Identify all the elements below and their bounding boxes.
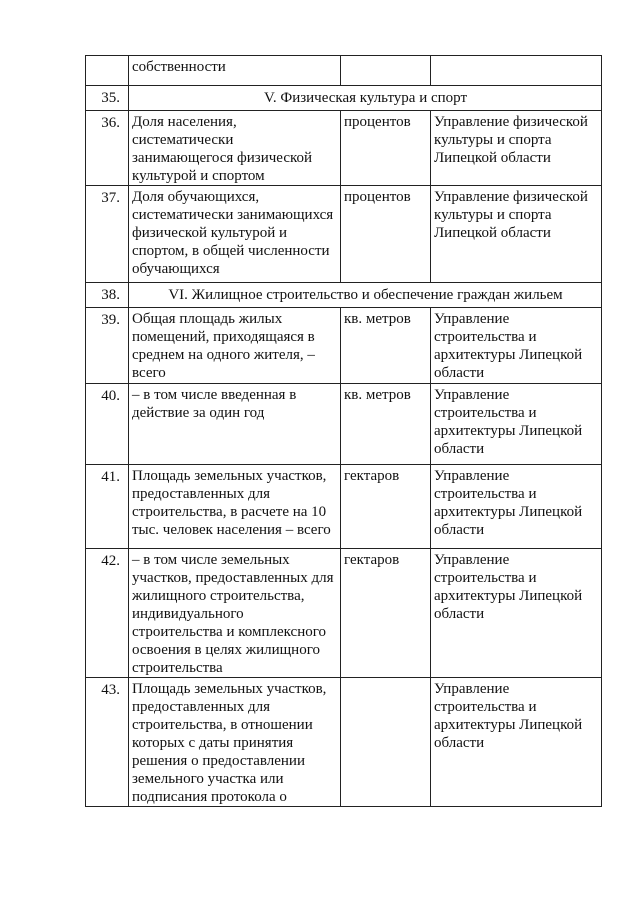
row-number: 35. xyxy=(101,90,120,106)
unit-text: кв. метров xyxy=(344,311,411,327)
indicator-name: – в том числе введенная в действие за один год xyxy=(132,387,297,421)
row-number: 40. xyxy=(101,388,120,404)
indicator-name: Доля обучающихся, систематически занимающихся физической культурой и спортом, в общей численности обучающихся xyxy=(132,189,334,277)
table-row xyxy=(86,56,602,86)
section-title: V. Физическая культура и спорт xyxy=(263,90,468,106)
section-title-cell xyxy=(129,283,602,308)
unit-cell xyxy=(341,678,431,807)
row-number-cell xyxy=(86,465,129,549)
section-header-row xyxy=(86,283,602,308)
department-cell xyxy=(431,56,602,86)
row-number-cell xyxy=(86,111,129,186)
table-row xyxy=(86,384,602,465)
department-cell xyxy=(431,186,602,283)
unit-cell xyxy=(341,111,431,186)
row-number-cell xyxy=(86,283,129,308)
section-title: VI. Жилищное строительство и обеспечение граждан жильем xyxy=(168,287,563,303)
indicator-name-cell xyxy=(129,549,341,678)
unit-cell xyxy=(341,465,431,549)
department-cell xyxy=(431,549,602,678)
indicators-table xyxy=(85,55,602,807)
department-cell xyxy=(431,308,602,384)
department-text: Управление строительства и архитектуры Липецкой области xyxy=(434,387,583,457)
indicator-name: – в том числе земельных участков, предоставленных для жилищного строительства, индивидуального строительства и комплексного освоения в целях жилищного строительства xyxy=(132,552,334,676)
row-number: 36. xyxy=(101,115,120,131)
indicator-name-cell xyxy=(129,678,341,807)
indicator-name-cell xyxy=(129,384,341,465)
indicator-name-cell xyxy=(129,465,341,549)
section-title-cell xyxy=(129,86,602,111)
table-row xyxy=(86,549,602,678)
row-number-cell xyxy=(86,678,129,807)
indicator-name-cell xyxy=(129,186,341,283)
unit-text: процентов xyxy=(344,114,411,130)
unit-text: гектаров xyxy=(344,468,400,484)
department-cell xyxy=(431,384,602,465)
indicator-name: Площадь земельных участков, предоставленных для строительства, в отношении которых с даты принятия решения о предоставлении земельного участка или подписания протокола о xyxy=(132,681,327,805)
indicator-name-cell xyxy=(129,308,341,384)
row-number-cell xyxy=(86,308,129,384)
department-cell xyxy=(431,111,602,186)
department-text: Управление строительства и архитектуры Липецкой области xyxy=(434,552,583,622)
row-number: 37. xyxy=(101,190,120,206)
row-number: 38. xyxy=(101,287,120,303)
row-number: 42. xyxy=(101,553,120,569)
department-text: Управление строительства и архитектуры Липецкой области xyxy=(434,468,583,538)
unit-cell xyxy=(341,186,431,283)
table-row xyxy=(86,111,602,186)
row-number-cell xyxy=(86,56,129,86)
row-number-cell xyxy=(86,549,129,678)
unit-cell xyxy=(341,384,431,465)
unit-text: процентов xyxy=(344,189,411,205)
unit-cell xyxy=(341,549,431,678)
department-cell xyxy=(431,678,602,807)
row-number-cell xyxy=(86,86,129,111)
unit-text: кв. метров xyxy=(344,387,411,403)
indicator-name: Доля населения, систематически занимающегося физической культурой и спортом xyxy=(132,114,313,184)
row-number: 39. xyxy=(101,312,120,328)
unit-cell xyxy=(341,308,431,384)
department-cell xyxy=(431,465,602,549)
table-row xyxy=(86,678,602,807)
unit-text: гектаров xyxy=(344,552,400,568)
section-header-row xyxy=(86,86,602,111)
indicator-name: собственности xyxy=(132,59,226,75)
indicator-name: Площадь земельных участков, предоставленных для строительства, в расчете на 10 тыс. человек населения – всего xyxy=(132,468,331,538)
row-number: 43. xyxy=(101,682,120,698)
row-number: 41. xyxy=(101,469,120,485)
row-number-cell xyxy=(86,186,129,283)
indicator-name: Общая площадь жилых помещений, приходящаяся в среднем на одного жителя, – всего xyxy=(132,311,315,381)
row-number-cell xyxy=(86,384,129,465)
table-row xyxy=(86,308,602,384)
unit-cell xyxy=(341,56,431,86)
table-row xyxy=(86,186,602,283)
table-row xyxy=(86,465,602,549)
indicator-name-cell xyxy=(129,56,341,86)
department-text: Управление физической культуры и спорта Липецкой области xyxy=(434,114,588,166)
department-text: Управление физической культуры и спорта Липецкой области xyxy=(434,189,588,241)
department-text: Управление строительства и архитектуры Липецкой области xyxy=(434,681,583,751)
indicator-name-cell xyxy=(129,111,341,186)
department-text: Управление строительства и архитектуры Липецкой области xyxy=(434,311,583,381)
